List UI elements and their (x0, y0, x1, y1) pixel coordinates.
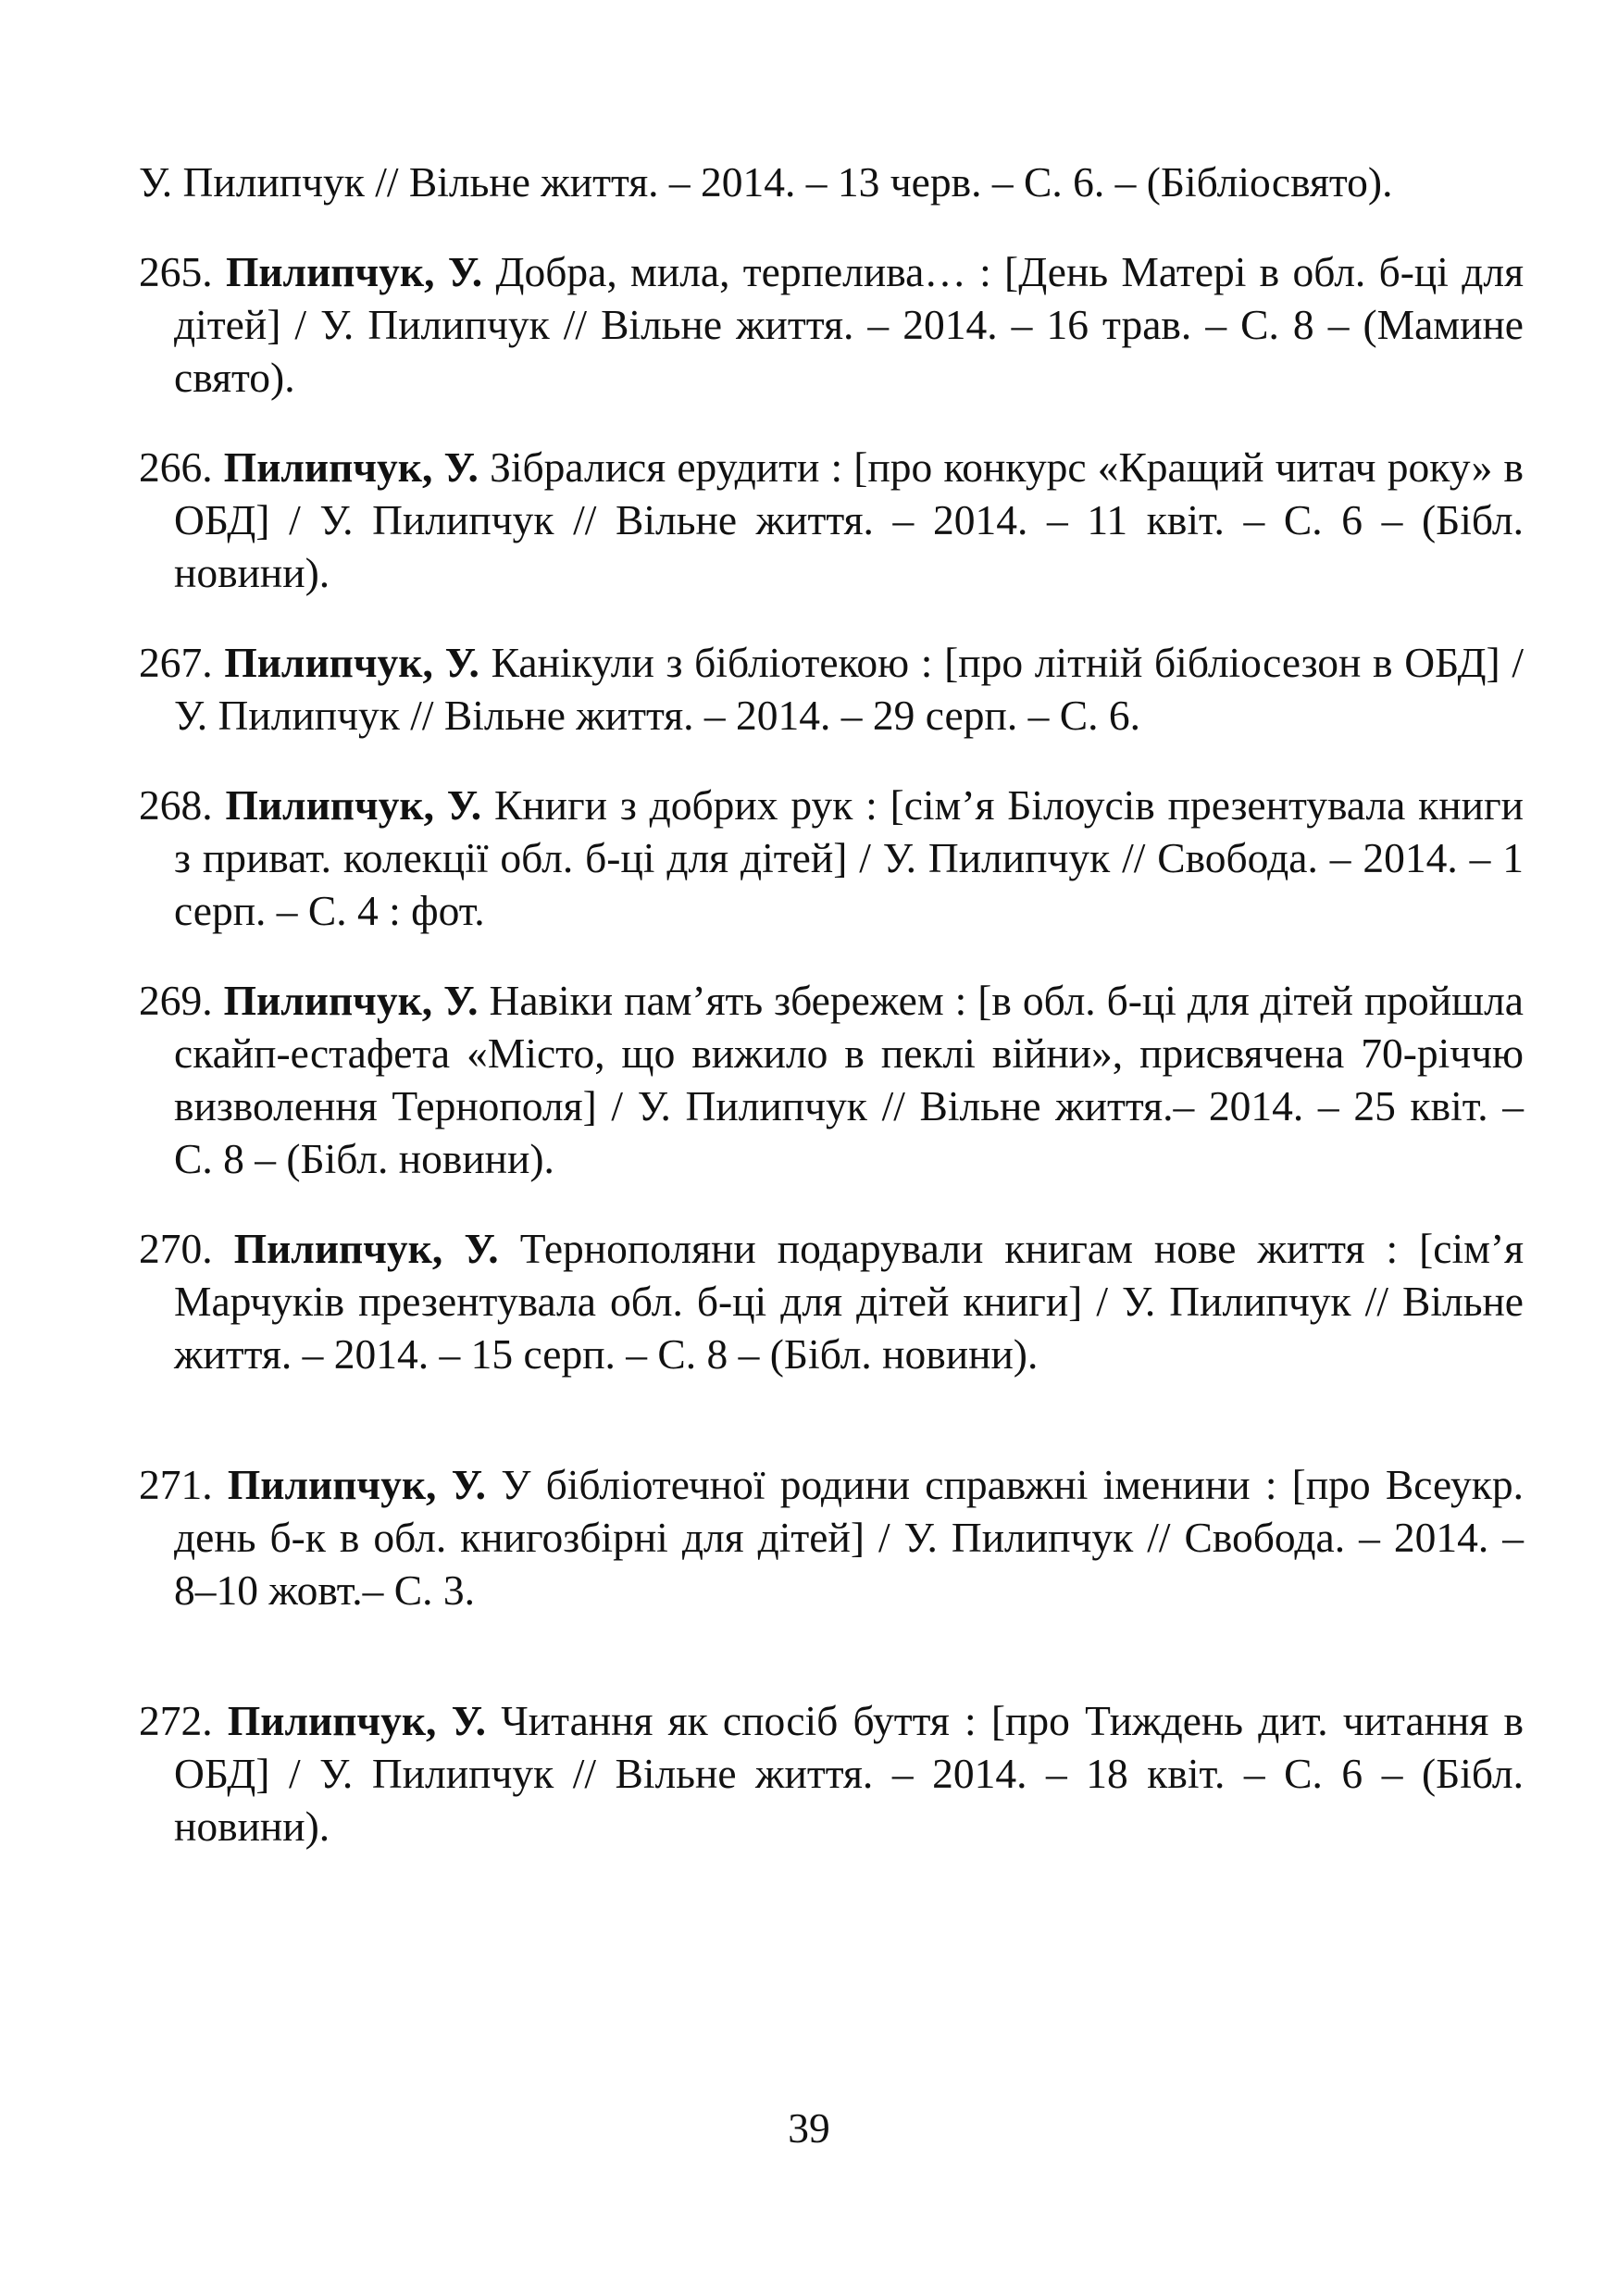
entry-author: Пилипчук, У. (227, 1697, 486, 1744)
entry-text: Зібралися ерудити : [про конкурс «Кращий читач року» в ОБД] / У. Пилипчук // Вільне життя. – 2014. – 11 квіт. – С. 6 – (Бібл. новини). (174, 443, 1524, 596)
entry-text: Навіки пам’ять збережем : [в обл. б-ці для дітей пройшла скайп-естафета «Місто, що вижило в пеклі війни», присвячена 70-річчю визволення Тернополя] / У. Пилипчук // Вільне життя.– 2014. – 25 квіт. – С. 8 – (Бібл. новини). (174, 977, 1525, 1182)
entry-author: Пилипчук, У. (223, 977, 479, 1024)
bibliography-entry (139, 441, 1524, 599)
entry-author: Пилипчук, У. (225, 781, 482, 829)
entry-author: Пилипчук, У. (227, 1461, 486, 1508)
bibliography-entry (139, 1222, 1524, 1380)
bibliography-entry (139, 245, 1524, 404)
entry-author: Пилипчук, У. (225, 248, 483, 295)
entry-continuation (139, 156, 1524, 208)
entry-author: Пилипчук, У. (224, 639, 479, 686)
bibliography-entry (139, 974, 1524, 1185)
bibliography-entry (139, 1694, 1524, 1853)
entry-number: 265. (139, 248, 213, 295)
entry-number: 269. (139, 977, 213, 1024)
entry-number: 268. (139, 781, 213, 829)
bibliography-page (139, 156, 1524, 1853)
entry-text: У бібліотечної родини справжні іменини : [про Всеукр. день б-к в обл. книгозбірні для дітей] / У. Пилипчук // Свобода. – 2014. – 8–10 жовт.– С. 3. (174, 1461, 1525, 1614)
entry-continuation-text: У. Пилипчук // Вільне життя. – 2014. – 13 черв. – С. 6. – (Бібліосвято). (139, 158, 1393, 206)
bibliography-entry (139, 636, 1524, 742)
page-number: 39 (788, 2104, 830, 2152)
entry-text: Тернополяни подарували книгам нове життя : [сім’я Марчуків презентувала обл. б-ці для дітей книги] / У. Пилипчук // Вільне життя. – 2014. – 15 серп. – С. 8 – (Бібл. новини). (174, 1225, 1525, 1378)
entry-author: Пилипчук, У. (233, 1225, 499, 1272)
entry-text: Канікули з бібліотекою : [про літній бібліосезон в ОБД] / У. Пилипчук // Вільне життя. – 2014. – 29 серп. – С. 6. (174, 639, 1524, 739)
bibliography-entry (139, 779, 1524, 937)
bibliography-entry (139, 1458, 1524, 1616)
entry-number: 266. (139, 443, 213, 491)
entry-text: Добра, мила, терпелива… : [День Матері в обл. б-ці для дітей] / У. Пилипчук // Вільне життя. – 2014. – 16 трав. – С. 8 – (Мамине свято). (174, 248, 1525, 401)
entry-number: 272. (139, 1697, 213, 1744)
entry-text: Книги з добрих рук : [сім’я Білоусів презентувала книги з приват. колекції обл. б-ці для дітей] / У. Пилипчук // Свобода. – 2014. – 1 серп. – С. 4 : фот. (174, 781, 1525, 934)
entry-author: Пилипчук, У. (223, 443, 479, 491)
entry-number: 267. (139, 639, 213, 686)
entry-number: 271. (139, 1461, 213, 1508)
entry-number: 270. (139, 1225, 213, 1272)
entry-text: Читання як спосіб буття : [про Тиждень дит. читання в ОБД] / У. Пилипчук // Вільне життя. – 2014. – 18 квіт. – С. 6 – (Бібл. новини). (174, 1697, 1525, 1850)
